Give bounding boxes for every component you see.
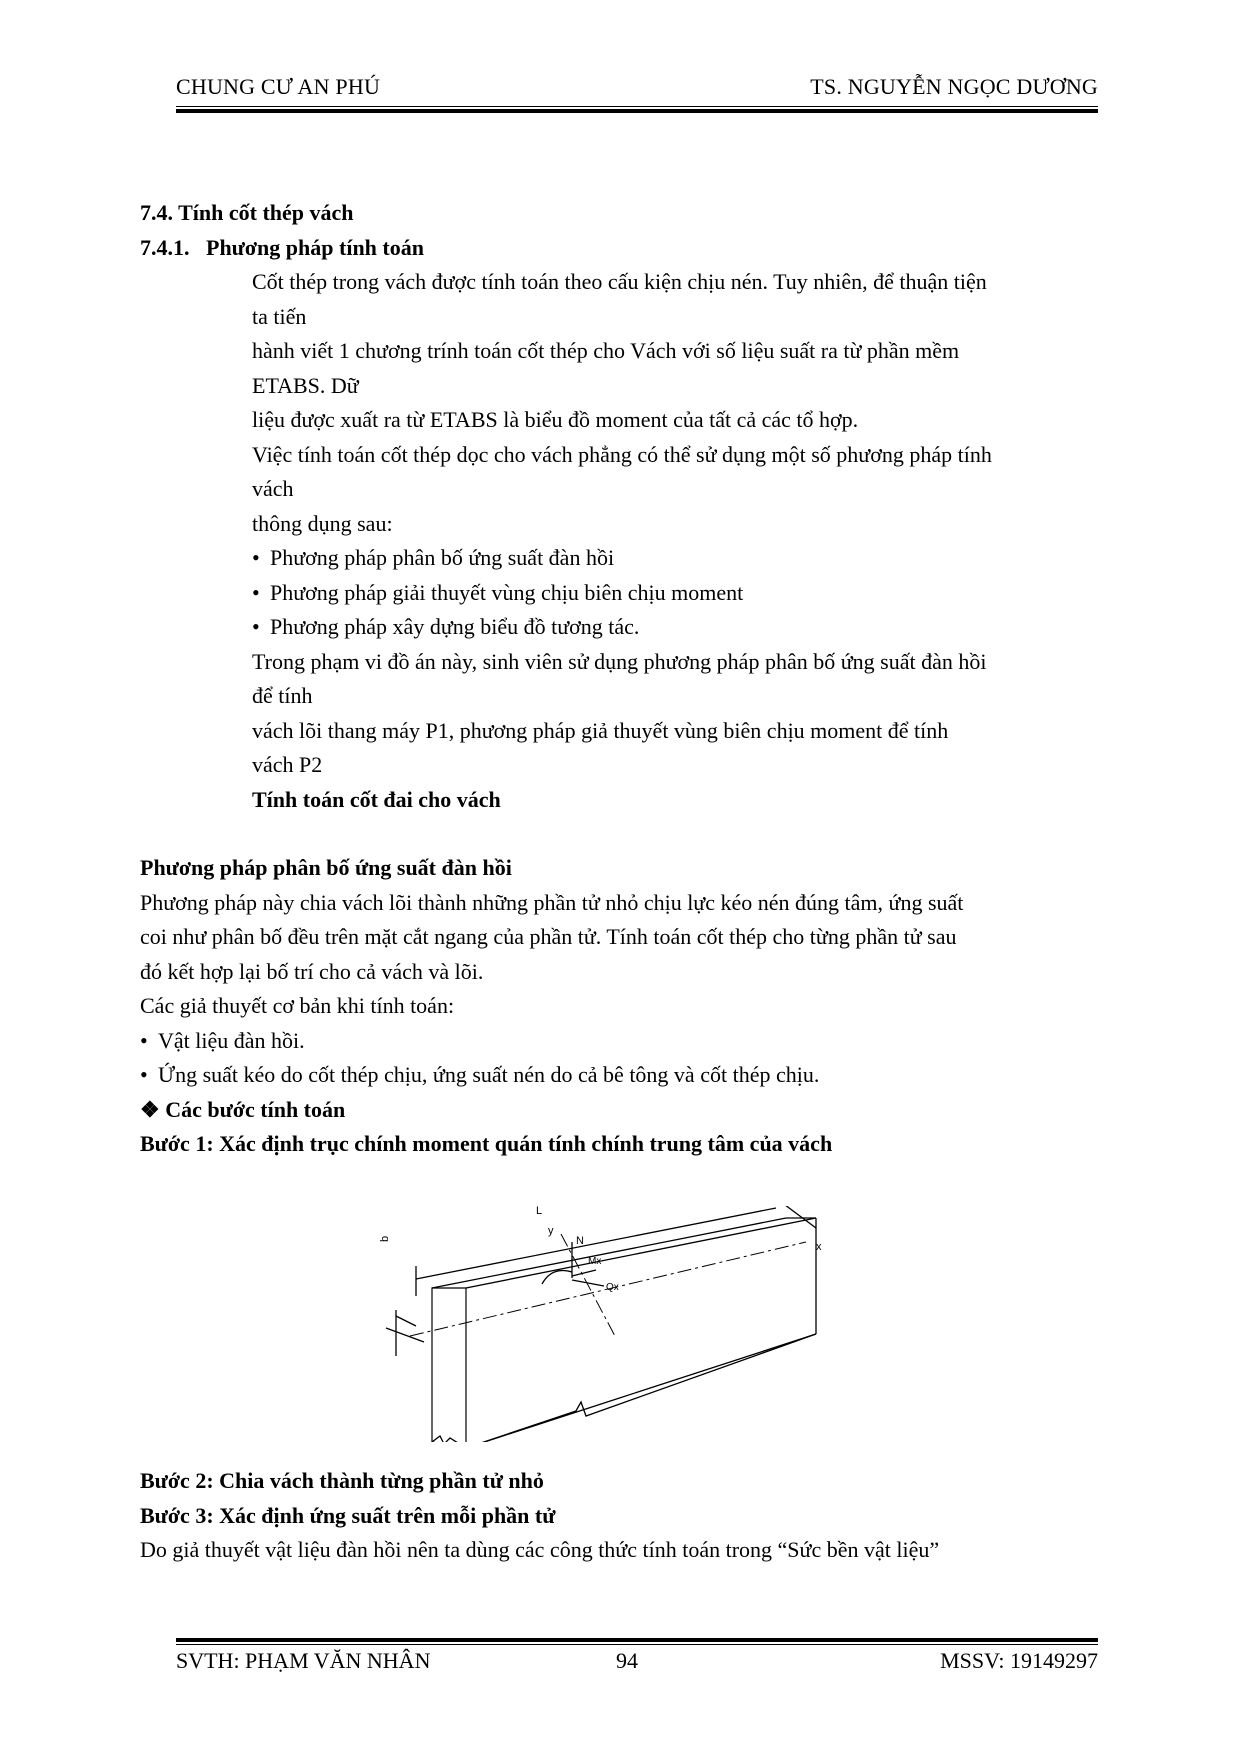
paragraph-line: Trong phạm vi đồ án này, sinh viên sử dụng phương pháp phân bố ứng suất đàn hồi xyxy=(252,648,987,674)
length-label: L xyxy=(536,1206,543,1217)
footer-rule-thick xyxy=(176,1638,1098,1642)
axial-force-label: N xyxy=(576,1235,584,1247)
shear-label: Qx xyxy=(606,1282,619,1293)
paragraph-line: để tính xyxy=(252,683,313,708)
subsection-title: 7.4.1. Phương pháp tính toán xyxy=(140,234,424,260)
dimension-l-line xyxy=(416,1208,776,1279)
step-2-heading: Bước 2: Chia vách thành từng phần tử nhỏ xyxy=(140,1468,544,1493)
paragraph-line: hành viết 1 chương trính toán cốt thép cho Vách với số liệu suất ra từ phần mềm xyxy=(252,338,960,363)
header-rule-thin xyxy=(176,106,1098,107)
paragraph-line: ETABS. Dữ xyxy=(252,372,359,398)
x-axis-label: x xyxy=(816,1241,822,1253)
dimension-b-line-2 xyxy=(386,1328,424,1342)
bullet-icon: • xyxy=(252,545,260,570)
bullet-icon: • xyxy=(252,579,260,605)
front-face xyxy=(432,1288,466,1442)
diamond-bullet-icon: ❖ xyxy=(140,1096,166,1122)
step-1-heading: Bước 1: Xác định trục chính moment quán tính chính trung tâm của vách xyxy=(140,1131,833,1156)
lower-content xyxy=(140,1464,1100,1568)
break-line xyxy=(466,1334,816,1442)
paragraph-line: Do giả thuyết vật liệu đàn hồi nên ta dùng các công thức tính toán trong “Sức bền vật liệu” xyxy=(140,1537,940,1562)
paragraph-line: vách P2 xyxy=(252,752,323,777)
paragraph-line: thông dụng sau: xyxy=(252,510,393,536)
wall-element-diagram xyxy=(376,1206,866,1442)
footer-rule-thin xyxy=(176,1644,1098,1645)
moment-arrow xyxy=(572,1270,596,1276)
moment-label: Mx xyxy=(588,1256,602,1267)
bottom-edge xyxy=(466,1334,816,1442)
page-footer xyxy=(176,1648,1098,1678)
footer-student-name: SVTH: PHẠM VĂN NHÂN xyxy=(176,1648,431,1673)
paragraph-line: Các giả thuyết cơ bản khi tính toán: xyxy=(140,993,455,1018)
thickness-label: b xyxy=(379,1235,391,1242)
section-title: 7.4. Tính cốt thép vách xyxy=(140,200,354,225)
paragraph-line: ta tiến xyxy=(252,303,307,329)
y-axis-label: y xyxy=(548,1225,554,1237)
assumption-list-item: • Vật liệu đàn hồi. xyxy=(140,1024,1100,1059)
main-content xyxy=(140,196,1100,1162)
paragraph-line: Phương pháp này chia vách lõi thành những phần tử nhỏ chịu lực kéo nén đúng tâm, ứng suất xyxy=(140,889,964,915)
paragraph-line: vách lõi thang máy P1, phương pháp giả thuyết vùng biên chịu moment để tính xyxy=(252,717,949,743)
paragraph-line: vách xyxy=(252,476,294,501)
stirrup-heading: Tính toán cốt đai cho vách xyxy=(252,786,501,812)
step-3-heading: Bước 3: Xác định ứng suất trên mỗi phần tử xyxy=(140,1502,556,1528)
bullet-icon: • xyxy=(140,1027,148,1053)
bullet-icon: • xyxy=(252,614,260,639)
steps-heading: ❖ Các bước tính toán xyxy=(140,1096,346,1122)
paragraph-line: coi như phân bố đều trên mặt cắt ngang của phần tử. Tính toán cốt thép cho từng phần tử sau xyxy=(140,924,957,949)
page-number: 94 xyxy=(616,1648,638,1673)
header-supervisor: TS. NGUYỄN NGỌC DƯƠNG xyxy=(810,74,1098,99)
dimension-b-line xyxy=(396,1316,416,1326)
bullet-icon: • xyxy=(140,1062,148,1087)
paragraph-line: Cốt thép trong vách được tính toán theo cấu kiện chịu nén. Tuy nhiên, để thuận tiện xyxy=(252,269,987,294)
front-break xyxy=(432,1436,466,1442)
elastic-method-heading: Phương pháp phân bố ứng suất đàn hồi xyxy=(140,855,512,880)
top-back-edge xyxy=(466,1218,816,1288)
paragraph-line: liệu được xuất ra từ ETABS là biểu đồ moment của tất cả các tổ hợp. xyxy=(252,407,859,432)
paragraph-line: Việc tính toán cốt thép dọc cho vách phẳng có thể sử dụng một số phương pháp tính xyxy=(252,441,992,467)
method-list-item: • Phương pháp phân bố ứng suất đàn hồi xyxy=(140,541,1100,576)
assumption-list-item: • Ứng suất kéo do cốt thép chịu, ứng suất nén do cả bê tông và cốt thép chịu. xyxy=(140,1058,1100,1093)
wall-element-svg xyxy=(376,1206,866,1442)
method-list-item: • Phương pháp xây dựng biểu đồ tương tác. xyxy=(140,610,1100,645)
paragraph-line: đó kết hợp lại bố trí cho cả vách và lõi. xyxy=(140,958,484,984)
top-front-edge xyxy=(432,1218,786,1288)
page-header xyxy=(176,74,1098,104)
header-project-name: CHUNG CƯ AN PHÚ xyxy=(176,74,381,99)
method-list-item: • Phương pháp giải thuyết vùng chịu biên chịu moment xyxy=(140,576,1100,611)
header-rule-thick xyxy=(176,109,1098,113)
footer-student-id: MSSV: 19149297 xyxy=(940,1648,1098,1673)
